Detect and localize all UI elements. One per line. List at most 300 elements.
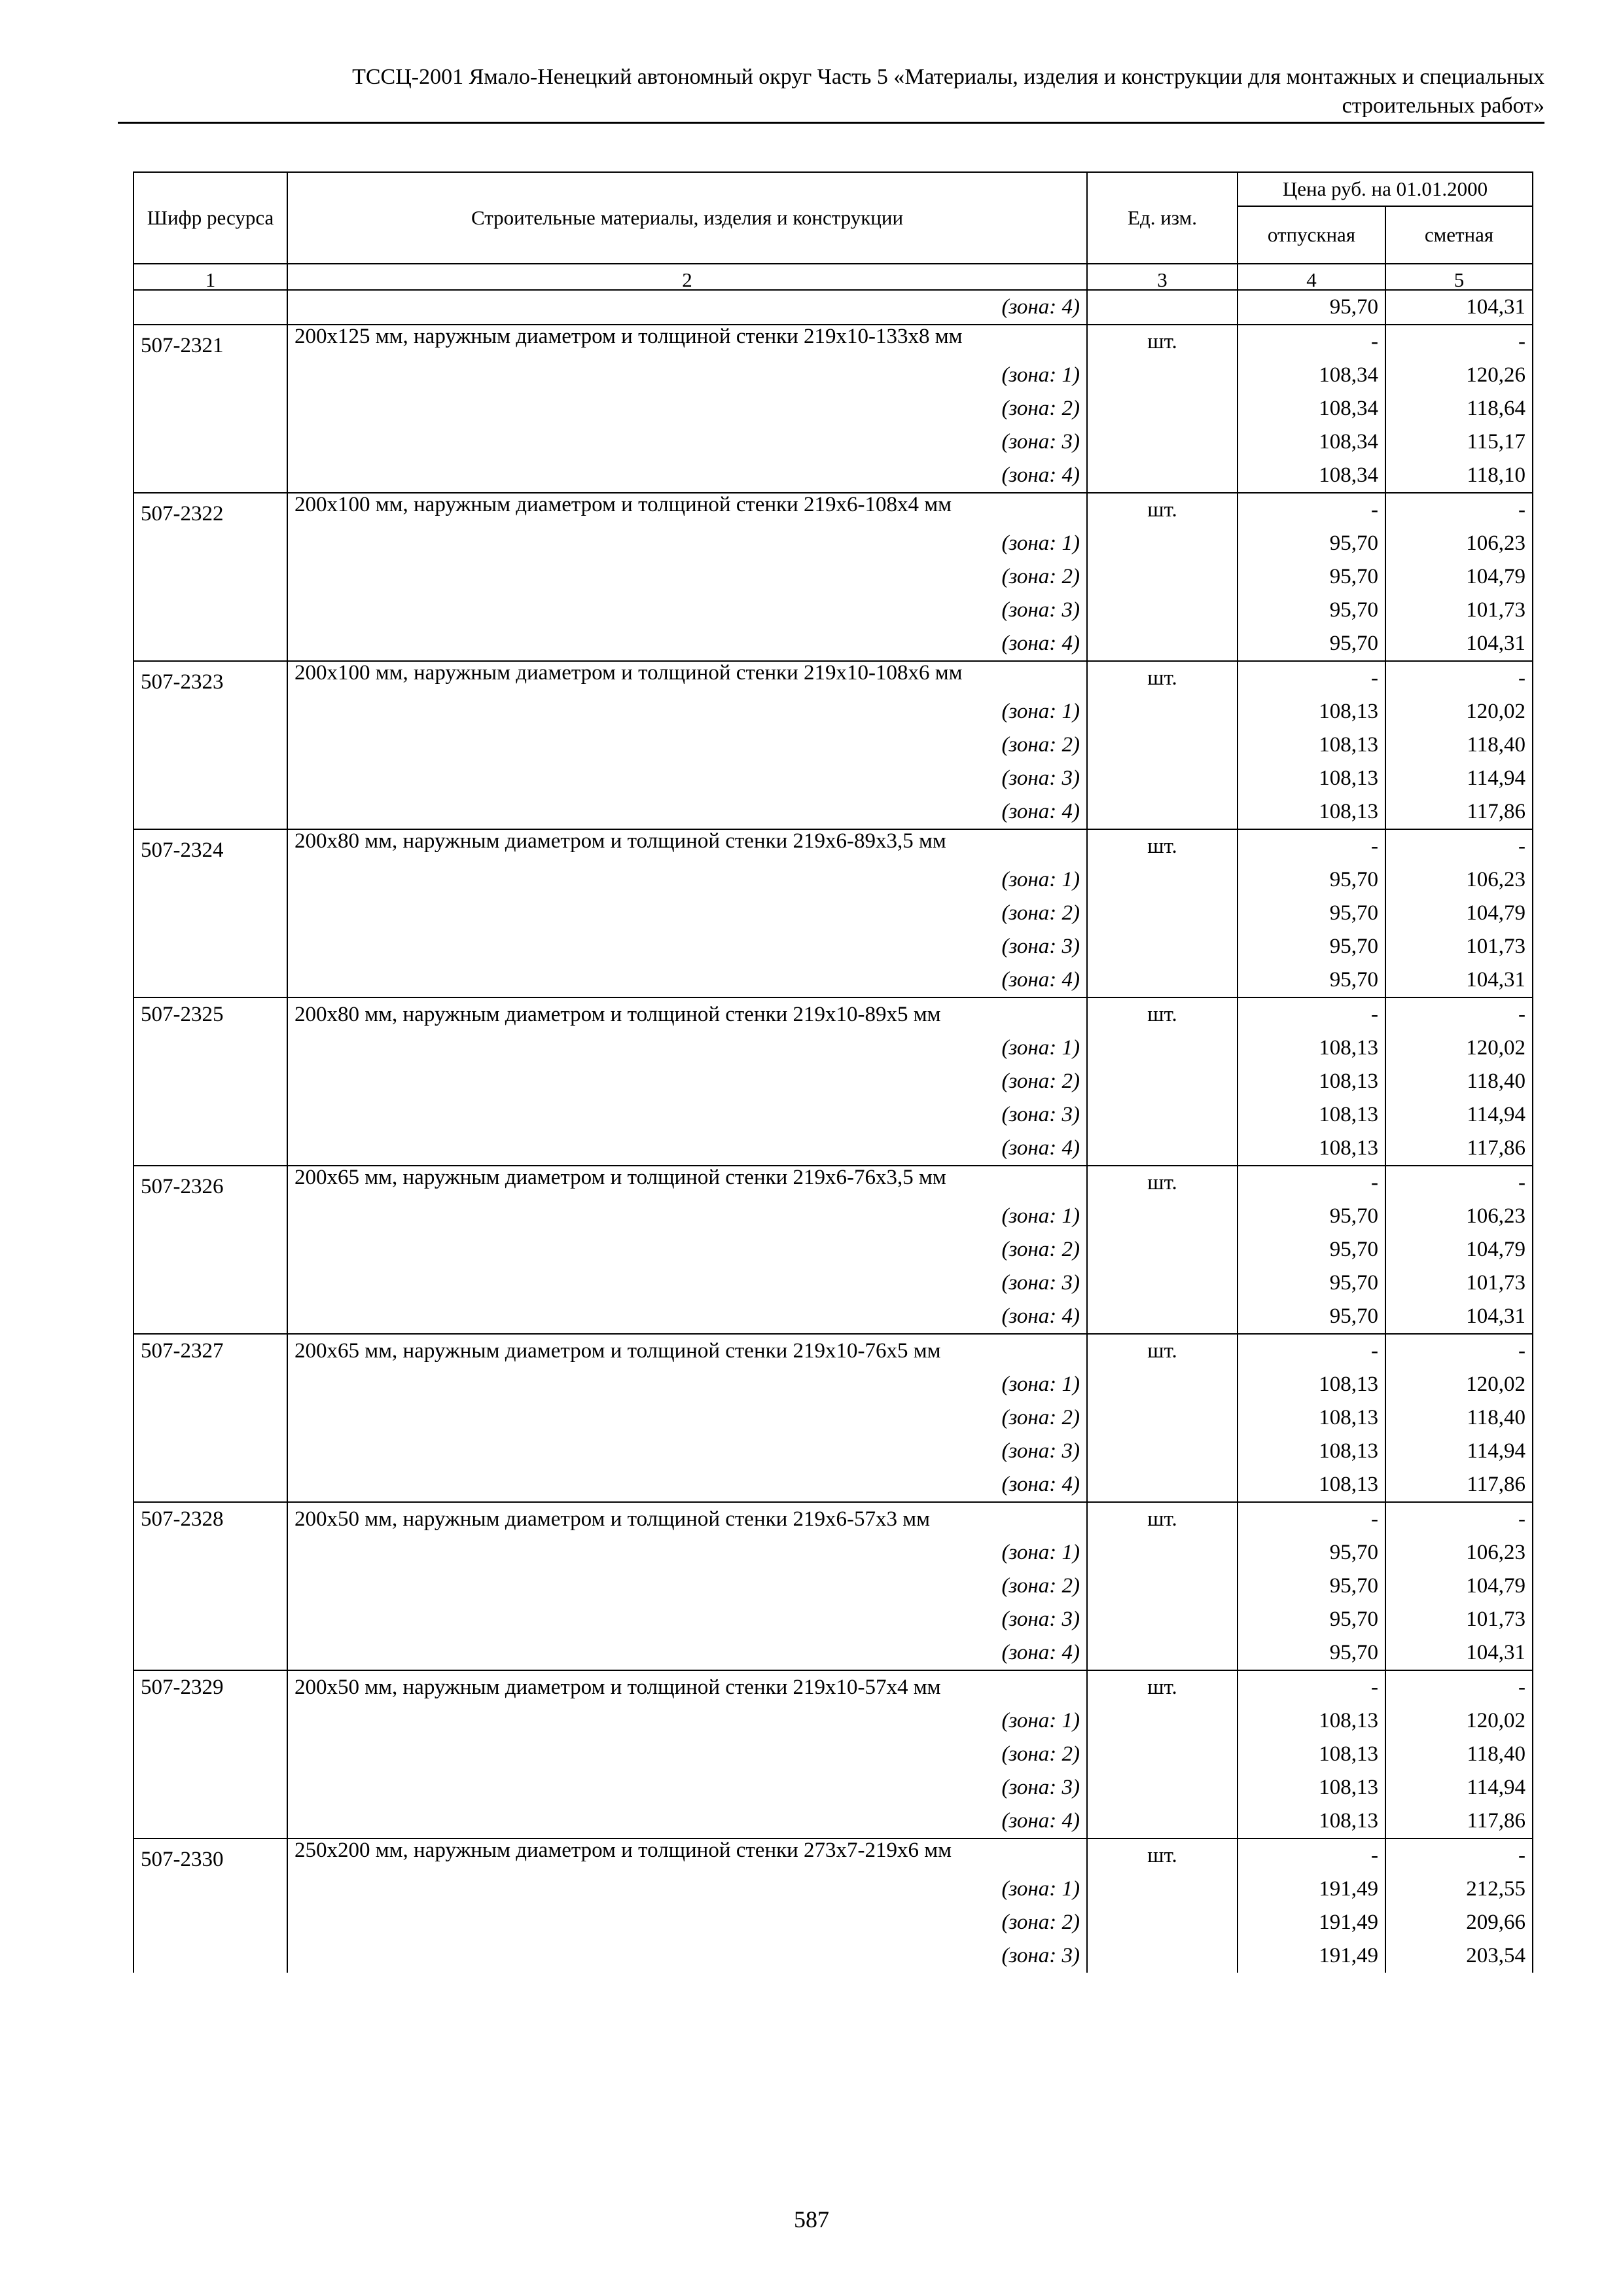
code-cell [134,863,287,897]
code-cell [134,459,287,493]
zone-label: (зона: 3) [287,1266,1087,1300]
unit-cell [1087,594,1238,627]
code-cell [134,930,287,963]
resource-code: 507-2323 [134,661,287,695]
table-row [134,1368,1533,1401]
table-row [134,963,1533,997]
release-price: 95,70 [1238,930,1385,963]
release-price: 95,70 [1238,963,1385,997]
zone-label: (зона: 4) [287,290,1087,325]
col-number: 1 [134,264,287,290]
item-description: 200x100 мм, наружным диаметром и толщиной стенки 219x6-108x4 мм [287,493,1087,527]
table-row [134,627,1533,661]
unit-cell [1087,392,1238,425]
zone-label: (зона: 4) [287,795,1087,829]
estimate-price: 104,79 [1385,560,1533,594]
zone-label: (зона: 4) [287,1132,1087,1166]
release-price: 108,13 [1238,1468,1385,1502]
unit-cell: шт. [1087,997,1238,1031]
estimate-price: 118,40 [1385,1738,1533,1771]
resource-code: 507-2329 [134,1670,287,1704]
unit-cell [1087,1939,1238,1973]
release-price: 191,49 [1238,1873,1385,1906]
table-row [134,1636,1533,1670]
resource-code: 507-2324 [134,829,287,863]
estimate-price: 117,86 [1385,1468,1533,1502]
table-row [134,1065,1533,1098]
code-cell [134,1636,287,1670]
release-price: 108,34 [1238,425,1385,459]
table-row [134,1435,1533,1468]
code-cell [134,1368,287,1401]
release-price: 108,13 [1238,795,1385,829]
zone-label: (зона: 2) [287,392,1087,425]
estimate-price: - [1385,1334,1533,1368]
table-row [134,1132,1533,1166]
zone-label: (зона: 1) [287,1536,1087,1570]
zone-label: (зона: 1) [287,1704,1087,1738]
release-price: 108,13 [1238,1368,1385,1401]
unit-cell [1087,459,1238,493]
table-row [134,1804,1533,1839]
col-number: 5 [1385,264,1533,290]
code-cell [134,527,287,560]
table-row [134,1704,1533,1738]
item-description: 250x200 мм, наружным диаметром и толщиной стенки 273x7-219x6 мм [287,1839,1087,1873]
estimate-price: 106,23 [1385,527,1533,560]
table-row [134,1873,1533,1906]
item-description: 200x50 мм, наружным диаметром и толщиной стенки 219x6-57x3 мм [287,1502,1087,1536]
table-row [134,1031,1533,1065]
table-row [134,795,1533,829]
code-cell [134,963,287,997]
estimate-price: 120,02 [1385,1031,1533,1065]
estimate-price: 120,02 [1385,1704,1533,1738]
unit-cell [1087,1266,1238,1300]
code-cell [134,560,287,594]
code-cell [134,1771,287,1804]
estimate-price: 212,55 [1385,1873,1533,1906]
release-price: - [1238,661,1385,695]
unit-cell [1087,1536,1238,1570]
code-cell [134,1738,287,1771]
table-row [134,661,1533,695]
table-row [134,560,1533,594]
table-row [134,1401,1533,1435]
col-number: 3 [1087,264,1238,290]
release-price: 95,70 [1238,1233,1385,1266]
resource-code: 507-2325 [134,997,287,1031]
table-row [134,1906,1533,1939]
zone-label: (зона: 4) [287,1468,1087,1502]
table-row [134,695,1533,728]
zone-label: (зона: 3) [287,594,1087,627]
code-cell [134,1704,287,1738]
release-price: 95,70 [1238,863,1385,897]
release-price: 95,70 [1238,1300,1385,1334]
code-cell [134,728,287,762]
unit-cell [1087,290,1238,325]
code-cell [134,1266,287,1300]
release-price: - [1238,1334,1385,1368]
release-price: 108,13 [1238,1132,1385,1166]
code-cell [134,1435,287,1468]
unit-cell [1087,1132,1238,1166]
zone-label: (зона: 1) [287,1031,1087,1065]
table-row [134,1603,1533,1636]
unit-cell: шт. [1087,661,1238,695]
zone-label: (зона: 1) [287,527,1087,560]
zone-label: (зона: 4) [287,1804,1087,1839]
zone-label: (зона: 2) [287,728,1087,762]
table-row [134,392,1533,425]
release-price: 95,70 [1238,594,1385,627]
code-cell [134,1939,287,1973]
zone-label: (зона: 2) [287,1906,1087,1939]
release-price: 108,13 [1238,1771,1385,1804]
release-price: 95,70 [1238,897,1385,930]
zone-label: (зона: 3) [287,762,1087,795]
release-price: 95,70 [1238,1603,1385,1636]
unit-cell [1087,1065,1238,1098]
unit-cell [1087,728,1238,762]
zone-label: (зона: 3) [287,1771,1087,1804]
col-number: 4 [1238,264,1385,290]
running-header-line2: строительных работ» [1342,94,1544,118]
table-row [134,1468,1533,1502]
unit-cell: шт. [1087,325,1238,359]
estimate-price: 115,17 [1385,425,1533,459]
table-row [134,897,1533,930]
table-row [134,1502,1533,1536]
running-header-line1: ТССЦ-2001 Ямало-Ненецкий автономный округ Часть 5 «Материалы, изделия и конструкции для монтажных и специальных [352,65,1544,89]
table-row [134,930,1533,963]
zone-label: (зона: 3) [287,1098,1087,1132]
zone-label: (зона: 2) [287,560,1087,594]
zone-label: (зона: 1) [287,359,1087,392]
unit-cell [1087,1906,1238,1939]
estimate-price: 101,73 [1385,1603,1533,1636]
table-row [134,728,1533,762]
col-header-price: Цена руб. на 01.01.2000 [1238,172,1533,206]
col-header-release: отпускная [1238,206,1385,264]
col-header-desc: Строительные материалы, изделия и конструкции [287,172,1087,264]
page-number: 587 [794,2206,829,2233]
release-price: 95,70 [1238,527,1385,560]
estimate-price: - [1385,1166,1533,1200]
estimate-price: 101,73 [1385,1266,1533,1300]
unit-cell: шт. [1087,1502,1238,1536]
unit-cell [1087,627,1238,661]
release-price: 108,13 [1238,762,1385,795]
table-row [134,1738,1533,1771]
item-description: 200x80 мм, наружным диаметром и толщиной стенки 219x6-89x3,5 мм [287,829,1087,863]
price-table-body [134,290,1533,1973]
price-table [133,171,1533,1973]
zone-label: (зона: 4) [287,963,1087,997]
item-description: 200x80 мм, наружным диаметром и толщиной стенки 219x10-89x5 мм [287,997,1087,1031]
estimate-price: 117,86 [1385,1804,1533,1839]
estimate-price: 118,40 [1385,1065,1533,1098]
unit-cell: шт. [1087,1839,1238,1873]
estimate-price: 118,64 [1385,392,1533,425]
estimate-price: 117,86 [1385,795,1533,829]
zone-label: (зона: 2) [287,897,1087,930]
code-cell [134,1603,287,1636]
estimate-price: 101,73 [1385,930,1533,963]
zone-label: (зона: 2) [287,1233,1087,1266]
release-price: 95,70 [1238,627,1385,661]
release-price: 108,13 [1238,1704,1385,1738]
estimate-price: 106,23 [1385,1200,1533,1233]
estimate-price: 114,94 [1385,1435,1533,1468]
col-header-estimate: сметная [1385,206,1533,264]
unit-cell [1087,359,1238,392]
table-row [134,1771,1533,1804]
estimate-price: - [1385,661,1533,695]
unit-cell [1087,863,1238,897]
unit-cell: шт. [1087,829,1238,863]
resource-code: 507-2327 [134,1334,287,1368]
estimate-price: 118,40 [1385,728,1533,762]
estimate-price: - [1385,829,1533,863]
code-cell [134,392,287,425]
release-price: 108,13 [1238,1065,1385,1098]
code-cell [134,1570,287,1603]
estimate-price: 106,23 [1385,863,1533,897]
estimate-price: 104,31 [1385,627,1533,661]
estimate-price: 104,79 [1385,1570,1533,1603]
table-row [134,425,1533,459]
estimate-price: - [1385,325,1533,359]
table-row [134,1300,1533,1334]
release-price: 108,13 [1238,728,1385,762]
zone-label: (зона: 3) [287,1939,1087,1973]
unit-cell [1087,897,1238,930]
price-table-header [134,172,1533,290]
table-row [134,1570,1533,1603]
unit-cell [1087,1603,1238,1636]
table-row [134,1334,1533,1368]
item-description: 200x65 мм, наружным диаметром и толщиной стенки 219x10-76x5 мм [287,1334,1087,1368]
unit-cell [1087,560,1238,594]
table-row [134,1670,1533,1704]
estimate-price: 120,02 [1385,1368,1533,1401]
table-row [134,829,1533,863]
estimate-price: 104,31 [1385,1636,1533,1670]
zone-label: (зона: 1) [287,1873,1087,1906]
release-price: 95,70 [1238,290,1385,325]
release-price: 95,70 [1238,1266,1385,1300]
unit-cell [1087,1570,1238,1603]
unit-cell [1087,1098,1238,1132]
estimate-price: 114,94 [1385,762,1533,795]
table-row [134,1098,1533,1132]
code-cell [134,1873,287,1906]
col-header-code: Шифр ресурса [134,172,287,264]
release-price: - [1238,1166,1385,1200]
release-price: 95,70 [1238,1570,1385,1603]
resource-code: 507-2326 [134,1166,287,1200]
unit-cell [1087,1738,1238,1771]
table-row [134,1233,1533,1266]
header-rule [118,122,1544,124]
estimate-price: - [1385,1839,1533,1873]
unit-cell [1087,930,1238,963]
table-row [134,762,1533,795]
code-cell [134,795,287,829]
unit-cell [1087,1636,1238,1670]
estimate-price: 118,40 [1385,1401,1533,1435]
unit-cell [1087,1031,1238,1065]
resource-code: 507-2328 [134,1502,287,1536]
unit-cell [1087,1873,1238,1906]
item-description: 200x65 мм, наружным диаметром и толщиной стенки 219x6-76x3,5 мм [287,1166,1087,1200]
code-cell [134,290,287,325]
code-cell [134,1906,287,1939]
zone-label: (зона: 3) [287,1603,1087,1636]
zone-label: (зона: 3) [287,1435,1087,1468]
estimate-price: 209,66 [1385,1906,1533,1939]
zone-label: (зона: 3) [287,930,1087,963]
table-row [134,459,1533,493]
unit-cell: шт. [1087,1670,1238,1704]
table-row [134,527,1533,560]
unit-cell: шт. [1087,1166,1238,1200]
table-row [134,1166,1533,1200]
estimate-price: 114,94 [1385,1771,1533,1804]
release-price: 108,13 [1238,1401,1385,1435]
unit-cell [1087,1771,1238,1804]
resource-code: 507-2330 [134,1839,287,1873]
estimate-price: 120,26 [1385,359,1533,392]
code-cell [134,594,287,627]
release-price: 95,70 [1238,1200,1385,1233]
table-row [134,1939,1533,1973]
release-price: 108,34 [1238,459,1385,493]
unit-cell [1087,795,1238,829]
zone-label: (зона: 2) [287,1738,1087,1771]
estimate-price: 118,10 [1385,459,1533,493]
unit-cell [1087,695,1238,728]
zone-label: (зона: 2) [287,1065,1087,1098]
estimate-price: 120,02 [1385,695,1533,728]
zone-label: (зона: 4) [287,627,1087,661]
unit-cell [1087,1200,1238,1233]
release-price: 108,13 [1238,1804,1385,1839]
unit-cell [1087,963,1238,997]
release-price: 108,13 [1238,695,1385,728]
table-row [134,863,1533,897]
code-cell [134,762,287,795]
release-price: 108,34 [1238,359,1385,392]
zone-label: (зона: 1) [287,1200,1087,1233]
code-cell [134,1065,287,1098]
table-row [134,1200,1533,1233]
zone-label: (зона: 1) [287,695,1087,728]
zone-label: (зона: 3) [287,425,1087,459]
table-row [134,1839,1533,1873]
unit-cell [1087,1233,1238,1266]
estimate-price: 104,31 [1385,1300,1533,1334]
release-price: 108,13 [1238,1031,1385,1065]
code-cell [134,1132,287,1166]
table-row [134,1536,1533,1570]
unit-cell: шт. [1087,1334,1238,1368]
unit-cell: шт. [1087,493,1238,527]
code-cell [134,1300,287,1334]
unit-cell [1087,1435,1238,1468]
unit-cell [1087,762,1238,795]
table-row [134,1266,1533,1300]
table-row [134,997,1533,1031]
col-header-unit: Ед. изм. [1087,172,1238,264]
unit-cell [1087,1300,1238,1334]
running-header [118,63,1544,120]
unit-cell [1087,1704,1238,1738]
estimate-price: - [1385,1502,1533,1536]
table-row [134,493,1533,527]
unit-cell [1087,1804,1238,1839]
release-price: - [1238,1502,1385,1536]
unit-cell [1087,1468,1238,1502]
zone-label: (зона: 1) [287,1368,1087,1401]
code-cell [134,1804,287,1839]
release-price: 108,13 [1238,1435,1385,1468]
col-number: 2 [287,264,1087,290]
table-row [134,359,1533,392]
estimate-price: 104,79 [1385,1233,1533,1266]
zone-label: (зона: 1) [287,863,1087,897]
table-row [134,290,1533,325]
zone-label: (зона: 2) [287,1401,1087,1435]
item-description: 200x100 мм, наружным диаметром и толщиной стенки 219x10-108x6 мм [287,661,1087,695]
code-cell [134,1468,287,1502]
estimate-price: 101,73 [1385,594,1533,627]
estimate-price: 104,31 [1385,290,1533,325]
release-price: 95,70 [1238,1536,1385,1570]
item-description: 200x50 мм, наружным диаметром и толщиной стенки 219x10-57x4 мм [287,1670,1087,1704]
release-price: - [1238,997,1385,1031]
code-cell [134,1098,287,1132]
estimate-price: - [1385,1670,1533,1704]
code-cell [134,359,287,392]
table-row [134,594,1533,627]
code-cell [134,627,287,661]
unit-cell [1087,425,1238,459]
release-price: - [1238,325,1385,359]
estimate-price: 104,31 [1385,963,1533,997]
item-description: 200x125 мм, наружным диаметром и толщиной стенки 219x10-133x8 мм [287,325,1087,359]
release-price: - [1238,493,1385,527]
zone-label: (зона: 4) [287,1636,1087,1670]
estimate-price: 117,86 [1385,1132,1533,1166]
code-cell [134,695,287,728]
estimate-price: - [1385,997,1533,1031]
code-cell [134,1401,287,1435]
release-price: 191,49 [1238,1906,1385,1939]
estimate-price: 104,79 [1385,897,1533,930]
release-price: 108,13 [1238,1098,1385,1132]
table-row [134,325,1533,359]
release-price: 95,70 [1238,1636,1385,1670]
code-cell [134,425,287,459]
resource-code: 507-2322 [134,493,287,527]
zone-label: (зона: 4) [287,1300,1087,1334]
unit-cell [1087,1401,1238,1435]
release-price: - [1238,1839,1385,1873]
zone-label: (зона: 2) [287,1570,1087,1603]
